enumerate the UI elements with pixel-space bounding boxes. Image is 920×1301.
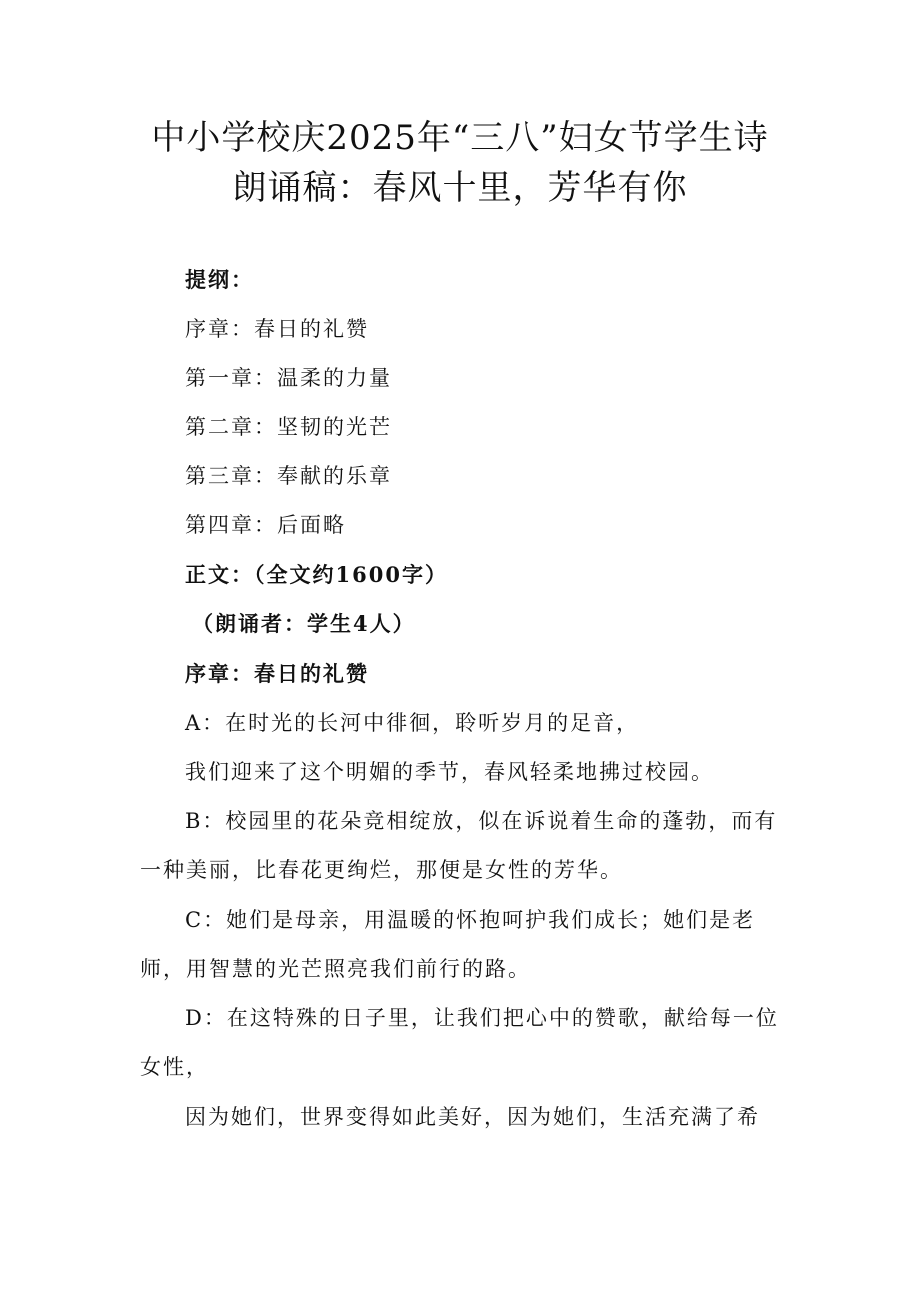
poem-line: B：校园里的花朵竞相绽放，似在诉说着生命的蓬勃，而有 bbox=[185, 809, 778, 833]
outline-item-chapter-3: 第三章：奉献的乐章 bbox=[185, 464, 392, 488]
poem-line: 一种美丽，比春花更绚烂，那便是女性的芳华。 bbox=[140, 858, 623, 882]
body-heading: 正文：（全文约1600字） bbox=[185, 562, 448, 587]
poem-line: 因为她们，世界变得如此美好，因为她们，生活充满了希 bbox=[185, 1105, 760, 1129]
poem-line: 女性， bbox=[140, 1055, 209, 1079]
poem-line: 我们迎来了这个明媚的季节，春风轻柔地拂过校园。 bbox=[185, 760, 714, 784]
outline-item-chapter-1: 第一章：温柔的力量 bbox=[185, 366, 392, 390]
outline-item-chapter-2: 第二章：坚韧的光芒 bbox=[185, 415, 392, 439]
document-title-line-1: 中小学校庆2025年“三八”妇女节学生诗 bbox=[151, 118, 769, 158]
poem-line: D：在这特殊的日子里，让我们把心中的赞歌，献给每一位 bbox=[185, 1006, 779, 1030]
document-title-line-2: 朗诵稿：春风十里，芳华有你 bbox=[232, 168, 688, 208]
outline-item-chapter-4: 第四章：后面略 bbox=[185, 513, 346, 537]
poem-line: C：她们是母亲，用温暖的怀抱呵护我们成长；她们是老 bbox=[185, 908, 756, 932]
poem-line: A：在时光的长河中徘徊，聆听岁月的足音， bbox=[185, 711, 640, 735]
reciters-note: （朗诵者：学生4人） bbox=[192, 611, 416, 636]
poem-line: 师，用智慧的光芒照亮我们前行的路。 bbox=[140, 957, 531, 981]
outline-heading: 提纲： bbox=[185, 267, 254, 292]
section-heading-prologue: 序章：春日的礼赞 bbox=[185, 661, 369, 686]
outline-item-prologue: 序章：春日的礼赞 bbox=[185, 317, 369, 341]
